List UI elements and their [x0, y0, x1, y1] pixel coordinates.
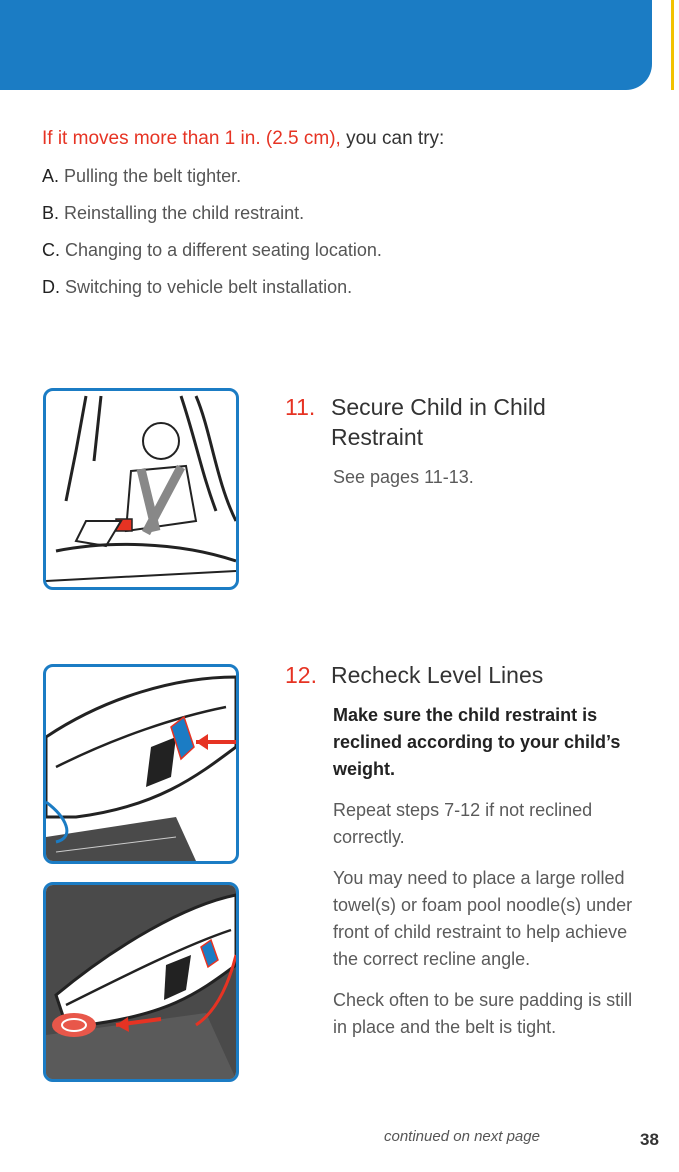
step-12	[285, 660, 645, 1055]
option-d	[42, 276, 642, 298]
recline-drawing-2	[46, 885, 236, 1079]
header-edge-strip	[660, 0, 674, 90]
option-b	[42, 202, 642, 224]
step-11-body	[285, 464, 645, 491]
option-letter: C.	[42, 240, 60, 260]
level-line-illustration-1	[43, 664, 239, 864]
option-c	[42, 239, 642, 261]
child-in-restraint-illustration	[43, 388, 239, 590]
step-12-heading	[285, 660, 645, 690]
option-letter: D.	[42, 277, 60, 297]
step-12-bold-text: Make sure the child restraint is reclined according to your child’s weight.	[333, 705, 621, 779]
step-12-para-3: Check often to be sure padding is still in place and the belt is tight.	[333, 990, 633, 1037]
step-12-number: 12.	[285, 662, 317, 688]
step-11-title: Secure Child in Child	[331, 394, 546, 420]
child-seat-drawing	[46, 391, 236, 587]
step-12-title: Recheck Level Lines	[331, 662, 544, 688]
option-text: Switching to vehicle belt installation.	[65, 277, 353, 297]
step-12-body	[285, 702, 633, 1041]
page-number: 38	[640, 1130, 659, 1149]
intro-condition-rest: you can try:	[340, 128, 445, 149]
step-12-para-2: You may need to place a large rolled towel(s) or foam pool noodle(s) under front of child restraint to help achieve the correct recline angle.	[333, 868, 633, 969]
step-11-text: See pages 11-13.	[333, 467, 474, 487]
step-11-title-line2: Restraint	[331, 424, 424, 450]
option-text: Reinstalling the child restraint.	[64, 203, 305, 223]
option-a	[42, 165, 642, 187]
option-text: Pulling the belt tighter.	[64, 166, 242, 186]
step-11-heading	[285, 392, 645, 422]
option-letter: A.	[42, 166, 60, 186]
recline-drawing-1	[46, 667, 236, 861]
intro-condition-red: If it moves more than 1 in. (2.5 cm),	[42, 128, 341, 149]
step-11	[285, 392, 645, 505]
intro-condition	[42, 128, 642, 150]
intro-section	[42, 128, 642, 313]
header-band	[0, 0, 652, 90]
step-11-number: 11.	[285, 394, 316, 420]
continued-note: continued on next page	[384, 1128, 540, 1145]
option-letter: B.	[42, 203, 60, 223]
option-text: Changing to a different seating location.	[65, 240, 382, 260]
level-line-illustration-2	[43, 882, 239, 1082]
step-12-para-1: Repeat steps 7-12 if not reclined correctly.	[333, 800, 593, 847]
